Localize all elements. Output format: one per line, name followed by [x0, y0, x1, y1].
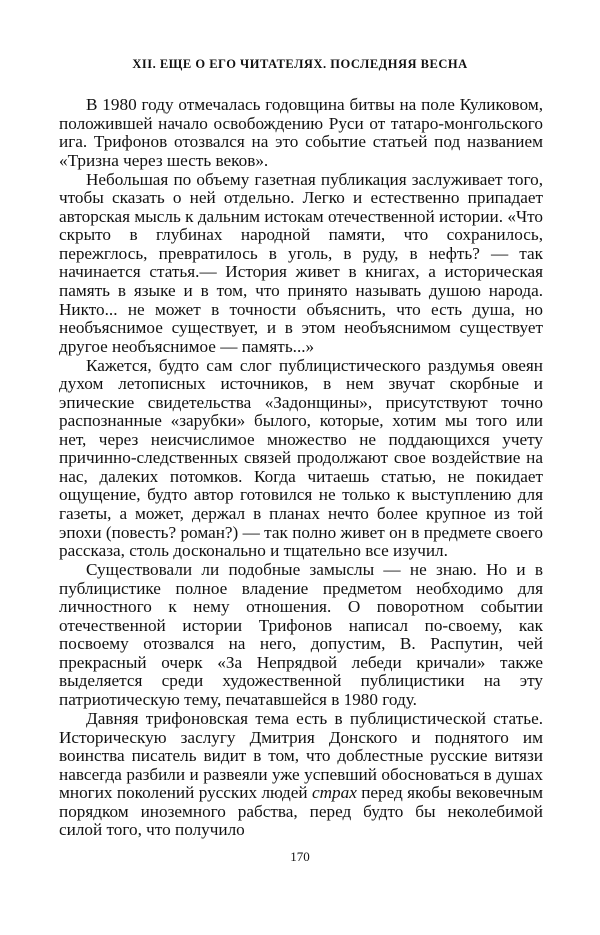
- chapter-title: XII. ЕЩЕ О ЕГО ЧИТАТЕЛЯХ. ПОСЛЕДНЯЯ ВЕСНА: [132, 57, 468, 71]
- paragraph-text-start: Давняя трифоновская тема есть в публицистической статье. Историческую заслугу Дмитрия Донского и поднятого им воинства писатель видит в том, что доблестные русские витязи навсегда разбили и развеяли уже успевший обосноваться в душах многих поколений русских людей: [59, 709, 543, 803]
- paragraph-text-end: перед якобы вековечным порядком иноземного рабства, перед будто бы неколебимой силой того, что получило: [59, 783, 544, 840]
- paragraph-newspaper-publication: Небольшая по объему газетная публикация заслуживает того, чтобы сказать о ней отдельно. Легко и естественно припадает авторская мысль к дальним истокам отечественной истории. «Что скрыто в глубинах народной памяти, что сохранилось, пережглось, превратилось в уголь, в руду, в нефть? — так начинается статья.— История живет в книгах, а историческая память в языке и в том, что принято называть душою народа. Никто... не может в точности объяснить, что есть душа, но необъяснимое существует, и в этом необъяснимом существует другое необъяснимое — память...»: [59, 169, 543, 356]
- paragraph-chronicle-style: Кажется, будто сам слог публицистического раздумья овеян духом летописных источников, в нем звучат скорбные и эпические свидетельства «Задонщины», присутствуют точно распознанные «зарубки» былого, которые, хотим мы того или нет, через неисчислимое множество не поддающихся учету причинно-следственных связей продолжают свое воздействие на нас, далеких потомков. Когда читаешь статью, не покидает ощущение, будто автор готовился не только к выступлению для газеты, а может, держал в планах нечто более крупное из той эпохи (повесть? роман?) — так полно живет он в предмете своего рассказа, столь досконально и тщательно все изучил.: [59, 355, 543, 561]
- paragraph-trifonov-theme: [59, 710, 543, 840]
- paragraph-publicistic-intentions: Существовали ли подобные замыслы — не знаю. Но и в публицистике полное владение предметом необходимо для личностного к нему отношения. О поворотном событии отечественной истории Трифонов написал по-своему, как посвоему отозвался на него, допустим, В. Распутин, чей прекрасный очерк «За Непрядвой лебеди кричали» также выделяется среди художественной публицистики на эту патриотическую тему, печатавшейся в 1980 году.: [59, 560, 543, 709]
- emphasized-word: страх: [311, 783, 357, 803]
- paragraph-kulikovo-anniversary: В 1980 году отмечалась годовщина битвы на поле Куликовом, положившей начало освобождению Руси от татаро-монгольского ига. Трифонов отозвался на это событие статьей под названием «Тризна через шесть веков».: [59, 95, 543, 170]
- page-number: 170: [290, 849, 310, 864]
- text-body: [59, 96, 543, 840]
